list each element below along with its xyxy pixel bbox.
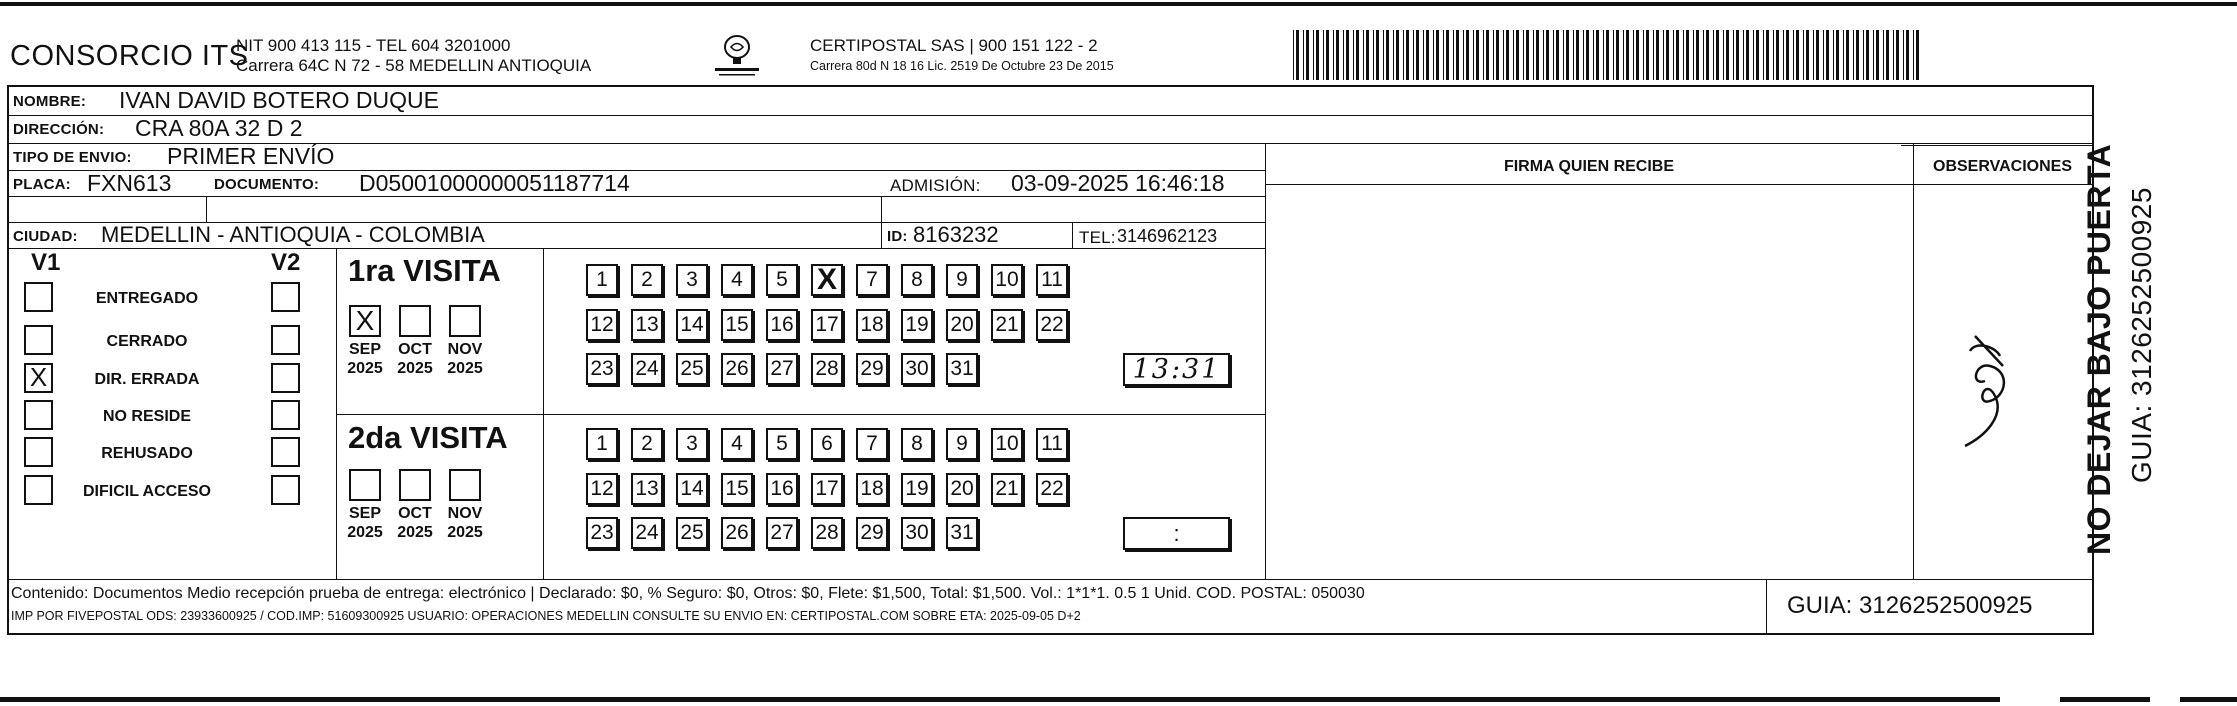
barcode-bar <box>1876 30 1879 80</box>
barcode-bar <box>1546 30 1549 80</box>
month-label <box>441 504 489 542</box>
barcode-bar <box>1653 30 1654 80</box>
barcode-bar <box>1753 30 1754 80</box>
month-checkbox <box>399 305 431 337</box>
month-year: 2025 <box>347 524 383 541</box>
barcode-bar <box>1773 30 1774 80</box>
barcode-bar <box>1446 30 1449 80</box>
barcode-bar <box>1763 30 1764 80</box>
barcode-bar <box>1486 30 1489 80</box>
barcode-bar <box>1396 30 1399 80</box>
barcode-bar <box>1433 30 1434 80</box>
v1-checkbox <box>24 475 53 505</box>
barcode-bar <box>1696 30 1699 80</box>
day-box: 16 <box>766 309 798 341</box>
v2-checkbox <box>271 363 300 393</box>
barcode-bar <box>1536 30 1539 80</box>
month-name: OCT <box>398 505 432 522</box>
time-box: : <box>1123 517 1230 550</box>
tipo-envio-label: TIPO DE ENVIO: <box>13 149 132 166</box>
day-box: 30 <box>901 517 933 549</box>
v1-checkbox <box>24 325 53 355</box>
day-box: 20 <box>946 473 978 505</box>
day-box: 29 <box>856 353 888 385</box>
day-box: 3 <box>676 264 708 296</box>
documento-value: D05001000000051187714 <box>359 170 630 196</box>
barcode-bar <box>1633 30 1634 80</box>
barcode-bar <box>1846 30 1849 80</box>
barcode-bar <box>1513 30 1514 80</box>
v1-header: V1 <box>31 249 61 276</box>
barcode-bar <box>1866 30 1869 80</box>
tipo-envio-value: PRIMER ENVÍO <box>167 143 335 169</box>
month-checkbox <box>349 469 381 501</box>
month-year: 2025 <box>347 360 383 377</box>
status-label: DIR. ERRADA <box>94 371 200 388</box>
admision-label: ADMISIÓN: <box>890 176 981 195</box>
company-contact <box>236 36 591 76</box>
day-box: X <box>811 264 843 296</box>
month-label <box>391 340 439 378</box>
day-box: 24 <box>631 517 663 549</box>
day-box: 4 <box>721 264 753 296</box>
day-box: 11 <box>1036 428 1068 460</box>
firma-label: FIRMA QUIEN RECIBE <box>1503 158 1675 175</box>
barcode-bar <box>1586 30 1589 80</box>
barcode-bar <box>1293 30 1294 80</box>
company-address: Carrera 64C N 72 - 58 MEDELLIN ANTIOQUIA <box>236 56 592 75</box>
barcode-bar <box>1583 30 1584 80</box>
barcode-bar <box>1603 30 1604 80</box>
barcode-bar <box>1416 30 1419 80</box>
day-box: 7 <box>856 428 888 460</box>
barcode-bar <box>1333 30 1334 80</box>
barcode-bar <box>1503 30 1504 80</box>
bottom-rule <box>0 697 2237 702</box>
placa-label: PLACA: <box>13 176 71 193</box>
barcode-bar <box>1313 30 1314 80</box>
day-box: 2 <box>631 264 663 296</box>
month-checkbox <box>449 305 481 337</box>
barcode-bar <box>1743 30 1744 80</box>
nit-line: NIT 900 413 115 - TEL 604 3201000 <box>236 36 511 55</box>
barcode-bar <box>1613 30 1614 80</box>
v1-checkbox <box>24 282 53 312</box>
barcode-bar <box>1473 30 1474 80</box>
barcode-bar <box>1373 30 1374 80</box>
day-box: 19 <box>901 473 933 505</box>
day-box: 31 <box>946 517 978 549</box>
day-box: 10 <box>991 428 1023 460</box>
barcode-bar <box>1526 30 1529 80</box>
barcode-bar <box>1716 30 1719 80</box>
barcode-bar <box>1393 30 1394 80</box>
v2-header: V2 <box>271 249 301 276</box>
day-box: 9 <box>946 264 978 296</box>
day-box: 27 <box>766 517 798 549</box>
barcode-bar <box>1863 30 1864 80</box>
barcode-bar <box>1643 30 1644 80</box>
barcode-bar <box>1816 30 1819 80</box>
barcode-bar <box>1466 30 1469 80</box>
month-name: NOV <box>447 341 483 358</box>
day-box: 14 <box>676 473 708 505</box>
day-box: 26 <box>721 353 753 385</box>
barcode-bar <box>1813 30 1814 80</box>
barcode-bar <box>1553 30 1554 80</box>
month-year: 2025 <box>447 360 483 377</box>
courier-address: Carrera 80d N 18 16 Lic. 2519 De Octubre 23 De 2015 <box>810 59 1114 73</box>
barcode-bar <box>1556 30 1559 80</box>
day-box: 17 <box>811 309 843 341</box>
day-box: 3 <box>676 428 708 460</box>
month-label <box>441 340 489 378</box>
day-box: 15 <box>721 309 753 341</box>
barcode-bar <box>1686 30 1689 80</box>
barcode-bar <box>1606 30 1609 80</box>
visita1-title: 1ra VISITA <box>348 253 501 288</box>
top-rule <box>0 2 2237 6</box>
barcode-bar <box>1383 30 1384 80</box>
barcode-bar <box>1616 30 1619 80</box>
barcode-bar <box>1856 30 1859 80</box>
visita2-title: 2da VISITA <box>348 420 508 455</box>
day-box: 21 <box>991 309 1023 341</box>
barcode-bar <box>1436 30 1439 80</box>
day-box: 27 <box>766 353 798 385</box>
barcode-bar <box>1836 30 1839 80</box>
day-box: 18 <box>856 309 888 341</box>
observaciones-label: OBSERVACIONES <box>1933 158 2072 175</box>
barcode-bar <box>1306 30 1309 80</box>
barcode-bar <box>1563 30 1564 80</box>
barcode-bar <box>1403 30 1404 80</box>
no-dejar-notice: NO DEJAR BAJO PUERTA <box>2081 143 2117 555</box>
barcode-bar <box>1903 30 1904 80</box>
barcode-bar <box>1776 30 1779 80</box>
v1-checkbox <box>24 400 53 430</box>
side-guia: GUIA: 3126252500925 <box>2126 187 2157 483</box>
month-checkbox <box>399 469 431 501</box>
barcode-bar <box>1833 30 1834 80</box>
month-name: SEP <box>348 505 381 522</box>
day-box: 24 <box>631 353 663 385</box>
direccion-value: CRA 80A 32 D 2 <box>135 115 303 141</box>
day-box: 21 <box>991 473 1023 505</box>
day-box: 13 <box>631 309 663 341</box>
barcode-bar <box>1376 30 1379 80</box>
month-name: OCT <box>398 341 432 358</box>
barcode-bar <box>1363 30 1364 80</box>
barcode-bar <box>1646 30 1649 80</box>
barcode-bar <box>1576 30 1579 80</box>
status-label: CERRADO <box>106 333 188 350</box>
day-box: 15 <box>721 473 753 505</box>
barcode-bar <box>1786 30 1789 80</box>
ciudad-value: MEDELLIN - ANTIOQUIA - COLOMBIA <box>101 222 485 247</box>
barcode-bar <box>1906 30 1909 80</box>
day-box: 17 <box>811 473 843 505</box>
barcode-bar <box>1913 30 1914 80</box>
day-box: 1 <box>586 428 618 460</box>
barcode-bar <box>1423 30 1424 80</box>
month-label <box>391 504 439 542</box>
day-box: 4 <box>721 428 753 460</box>
barcode-bar <box>1893 30 1894 80</box>
barcode-bar <box>1756 30 1759 80</box>
day-box: 28 <box>811 517 843 549</box>
admision-value: 03-09-2025 16:46:18 <box>1011 170 1225 196</box>
barcode-bar <box>1426 30 1429 80</box>
barcode-bar <box>1516 30 1519 80</box>
barcode-bar <box>1746 30 1749 80</box>
barcode-bar <box>1666 30 1669 80</box>
v2-checkbox <box>271 475 300 505</box>
day-box: 30 <box>901 353 933 385</box>
id-label: ID: <box>887 228 908 245</box>
barcode-bar <box>1406 30 1409 80</box>
barcode <box>1293 30 1929 80</box>
v1-checkbox <box>24 437 53 467</box>
barcode-bar <box>1346 30 1349 80</box>
barcode-bar <box>1356 30 1359 80</box>
day-box: 25 <box>676 517 708 549</box>
day-box: 25 <box>676 353 708 385</box>
month-checkbox: X <box>349 305 381 337</box>
day-box: 14 <box>676 309 708 341</box>
barcode-bar <box>1843 30 1844 80</box>
day-box: 5 <box>766 428 798 460</box>
barcode-bar <box>1883 30 1884 80</box>
day-box: 29 <box>856 517 888 549</box>
barcode-bar <box>1386 30 1389 80</box>
barcode-bar <box>1523 30 1524 80</box>
barcode-bar <box>1636 30 1639 80</box>
v1-checkbox: X <box>24 363 53 393</box>
barcode-bar <box>1826 30 1829 80</box>
barcode-bar <box>1783 30 1784 80</box>
day-box: 8 <box>901 428 933 460</box>
barcode-bar <box>1733 30 1734 80</box>
month-year: 2025 <box>397 360 433 377</box>
barcode-bar <box>1456 30 1459 80</box>
day-box: 22 <box>1036 309 1068 341</box>
barcode-bar <box>1673 30 1674 80</box>
barcode-bar <box>1483 30 1484 80</box>
company-name: CONSORCIO ITS <box>10 40 249 72</box>
barcode-bar <box>1626 30 1629 80</box>
barcode-bar <box>1873 30 1874 80</box>
barcode-bar <box>1413 30 1414 80</box>
barcode-bar <box>1713 30 1714 80</box>
day-box: 18 <box>856 473 888 505</box>
time-box: 13:31 <box>1123 353 1230 386</box>
barcode-bar <box>1806 30 1809 80</box>
day-box: 7 <box>856 264 888 296</box>
barcode-bar <box>1693 30 1694 80</box>
status-label: ENTREGADO <box>95 290 199 307</box>
barcode-bar <box>1796 30 1799 80</box>
barcode-bar <box>1663 30 1664 80</box>
barcode-bar <box>1683 30 1684 80</box>
barcode-bar <box>1316 30 1319 80</box>
handwritten-signature <box>1955 326 2017 454</box>
barcode-bar <box>1853 30 1854 80</box>
barcode-bar <box>1543 30 1544 80</box>
day-box: 23 <box>586 517 618 549</box>
barcode-bar <box>1476 30 1479 80</box>
month-year: 2025 <box>397 524 433 541</box>
barcode-bar <box>1336 30 1339 80</box>
v2-checkbox <box>271 437 300 467</box>
day-box: 28 <box>811 353 843 385</box>
barcode-bar <box>1596 30 1599 80</box>
month-label <box>341 340 389 378</box>
barcode-bar <box>1766 30 1769 80</box>
barcode-bar <box>1793 30 1794 80</box>
barcode-bar <box>1506 30 1509 80</box>
barcode-bar <box>1366 30 1369 80</box>
day-box: 6 <box>811 428 843 460</box>
barcode-bar <box>1326 30 1329 80</box>
placa-value: FXN613 <box>87 170 172 196</box>
day-box: 11 <box>1036 264 1068 296</box>
barcode-bar <box>1623 30 1624 80</box>
barcode-bar <box>1803 30 1804 80</box>
id-value: 8163232 <box>913 222 999 247</box>
day-box: 12 <box>586 473 618 505</box>
barcode-bar <box>1343 30 1344 80</box>
day-box: 16 <box>766 473 798 505</box>
barcode-bar <box>1736 30 1739 80</box>
barcode-bar <box>1463 30 1464 80</box>
day-box: 26 <box>721 517 753 549</box>
barcode-bar <box>1706 30 1709 80</box>
barcode-bar <box>1296 30 1299 80</box>
tel-value: 3146962123 <box>1117 226 1218 246</box>
barcode-bar <box>1453 30 1454 80</box>
status-label: REHUSADO <box>101 445 193 462</box>
barcode-bar <box>1496 30 1499 80</box>
courier-info <box>810 36 1114 76</box>
certipostal-logo <box>707 32 767 84</box>
day-box: 22 <box>1036 473 1068 505</box>
day-box: 20 <box>946 309 978 341</box>
barcode-bar <box>1916 30 1919 80</box>
month-year: 2025 <box>447 524 483 541</box>
barcode-bar <box>1353 30 1354 80</box>
direccion-label: DIRECCIÓN: <box>13 121 105 138</box>
barcode-bar <box>1823 30 1824 80</box>
status-label: DIFICIL ACCESO <box>82 483 211 500</box>
day-box: 23 <box>586 353 618 385</box>
nombre-label: NOMBRE: <box>13 93 87 110</box>
barcode-bar <box>1656 30 1659 80</box>
barcode-bar <box>1896 30 1899 80</box>
barcode-bar <box>1726 30 1729 80</box>
delivery-form <box>7 85 2094 635</box>
day-box: 8 <box>901 264 933 296</box>
courier-line: CERTIPOSTAL SAS | 900 151 122 - 2 <box>810 36 1098 55</box>
contenido-text: Contenido: Documentos Medio recepción prueba de entrega: electrónico | Declarado: $0, % Seguro: $0, Otros: $0, Flete: $1,500, Total: $1,500. Vol.: 1*1*1. 0.5 1 Unid. COD. POSTAL: 050030 <box>11 585 1365 602</box>
barcode-bar <box>1703 30 1704 80</box>
barcode-bar <box>1323 30 1324 80</box>
barcode-bar <box>1566 30 1569 80</box>
v2-checkbox <box>271 325 300 355</box>
barcode-bar <box>1443 30 1444 80</box>
v2-checkbox <box>271 282 300 312</box>
guia-number: GUIA: 3126252500925 <box>1787 592 2033 619</box>
day-box: 10 <box>991 264 1023 296</box>
barcode-bar <box>1593 30 1594 80</box>
day-box: 9 <box>946 428 978 460</box>
barcode-bar <box>1533 30 1534 80</box>
month-name: NOV <box>447 505 483 522</box>
documento-label: DOCUMENTO: <box>214 176 320 193</box>
day-box: 19 <box>901 309 933 341</box>
day-box: 13 <box>631 473 663 505</box>
imp-text: IMP POR FIVEPOSTAL ODS: 23933600925 / COD.IMP: 51609300925 USUARIO: OPERACIONES MEDELLIN CONSULTE SU ENVIO EN: CERTIPOSTAL.COM SOBRE ETA: 2025-09-05 D+2 <box>11 609 1081 623</box>
ciudad-label: CIUDAD: <box>13 228 78 245</box>
day-box: 2 <box>631 428 663 460</box>
v2-checkbox <box>271 400 300 430</box>
nombre-value: IVAN DAVID BOTERO DUQUE <box>119 87 439 113</box>
day-box: 31 <box>946 353 978 385</box>
barcode-bar <box>1303 30 1304 80</box>
barcode-bar <box>1493 30 1494 80</box>
month-checkbox <box>449 469 481 501</box>
month-name: SEP <box>348 341 381 358</box>
barcode-bar <box>1886 30 1889 80</box>
barcode-bar <box>1723 30 1724 80</box>
month-label <box>341 504 389 542</box>
status-label: NO RESIDE <box>102 408 191 425</box>
day-box: 5 <box>766 264 798 296</box>
tel-label: TEL: <box>1079 228 1116 247</box>
day-box: 1 <box>586 264 618 296</box>
barcode-bar <box>1676 30 1679 80</box>
barcode-bar <box>1573 30 1574 80</box>
day-box: 12 <box>586 309 618 341</box>
